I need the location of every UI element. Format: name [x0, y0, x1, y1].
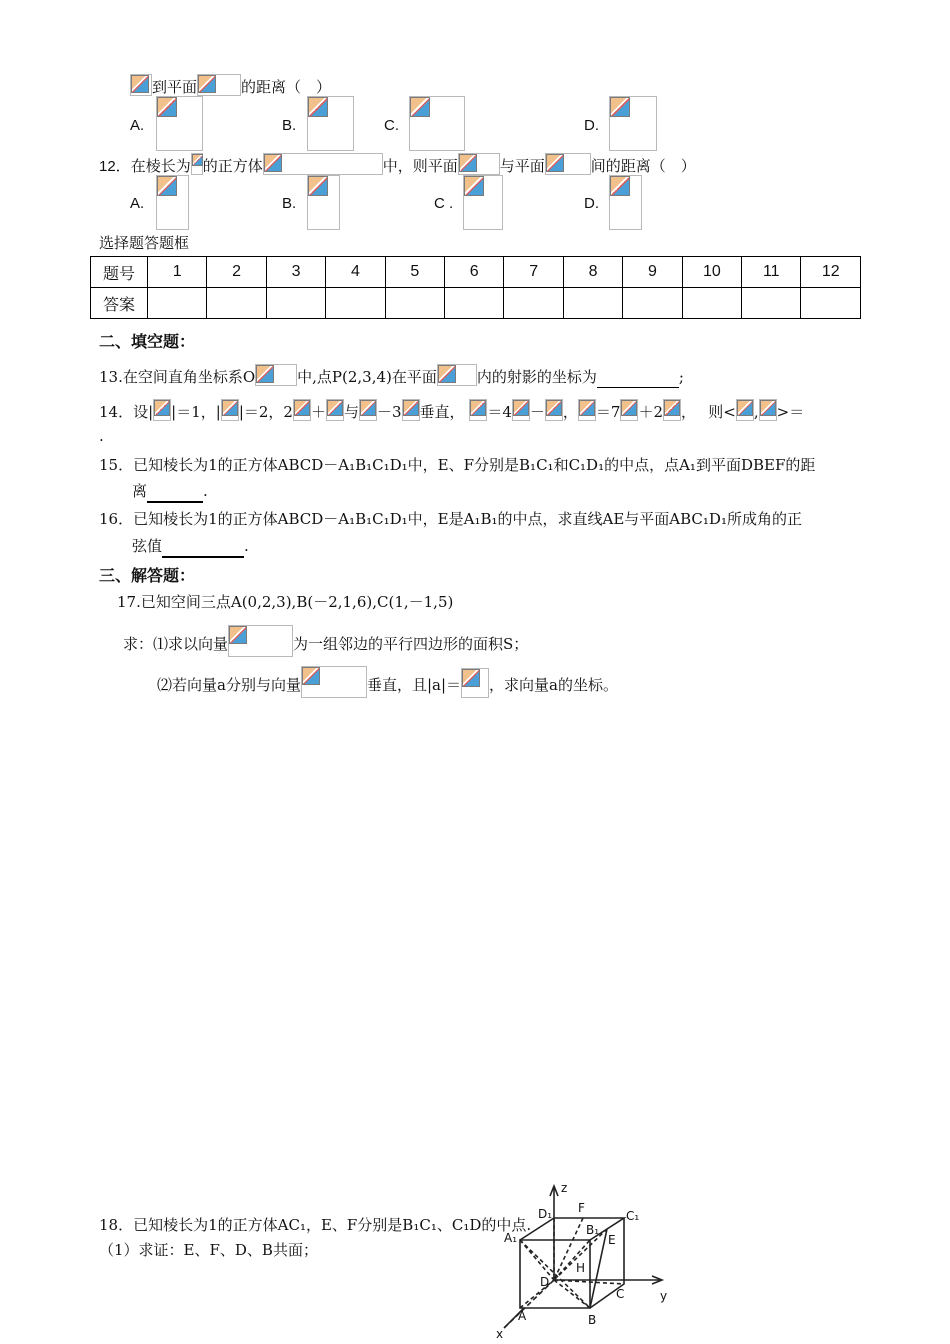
- answer-table-row-label: 答案: [91, 288, 148, 319]
- question-number-cell: 12: [801, 257, 861, 288]
- table-row: [91, 257, 861, 288]
- answer-table-row-label: 题号: [91, 257, 148, 288]
- diagonal-line: [554, 1280, 590, 1308]
- q11-option-a-label: A.: [130, 117, 145, 134]
- answer-cell[interactable]: [266, 288, 325, 319]
- formula-image-icon: [255, 364, 297, 386]
- q16-line2: 弦值 .: [132, 536, 249, 558]
- figure-label: C: [616, 1287, 625, 1301]
- formula-image-icon: [620, 399, 638, 421]
- table-row: [91, 288, 861, 319]
- question-number-cell: 5: [385, 257, 444, 288]
- formula-image-icon: [326, 399, 344, 421]
- formula-image-icon: [359, 399, 377, 421]
- question-number-cell: 10: [682, 257, 741, 288]
- formula-image-icon: [409, 96, 465, 151]
- formula-image-icon: [402, 399, 420, 421]
- answer-box-caption: 选择题答题框: [99, 234, 190, 252]
- formula-image-icon: [156, 175, 189, 230]
- figure-label: F: [578, 1201, 585, 1215]
- q13: 13.在空间直角坐标系O 中,点P(2,3,4)在平面 内的射影的坐标为 ;: [99, 364, 684, 388]
- q17-line3: ⑵若向量a分别与向量 垂直，且|a|＝ ，求向量a的坐标。: [157, 666, 618, 698]
- formula-image-icon: [156, 96, 203, 151]
- formula-image-icon: [263, 153, 383, 175]
- q11-option-b-label: B.: [282, 117, 297, 134]
- figure-label: z: [561, 1181, 568, 1195]
- formula-image-icon: [307, 175, 340, 230]
- q15-line1: 15．已知棱长为1的正方体ABCD－A₁B₁C₁D₁中，E、F分别是B₁C₁和C₁D₁的中点，点A₁到平面DBEF的距: [99, 456, 816, 474]
- q14-trailing-dot: .: [99, 427, 104, 445]
- figure-label: A: [518, 1309, 527, 1323]
- formula-image-icon: [130, 74, 152, 96]
- figure-label: x: [496, 1327, 504, 1341]
- answer-cell[interactable]: [563, 288, 622, 319]
- formula-image-icon: [463, 175, 503, 230]
- q11-option-d-label: D.: [584, 117, 599, 134]
- question-number-cell: 7: [504, 257, 563, 288]
- q17-line2: 求：⑴求以向量 为一组邻边的平行四边形的面积S；: [123, 625, 528, 657]
- question-number-cell: 3: [266, 257, 325, 288]
- question-number-cell: 9: [623, 257, 682, 288]
- answer-table: [90, 256, 861, 319]
- answer-cell[interactable]: [742, 288, 801, 319]
- question-number-cell: 11: [742, 257, 801, 288]
- q17-line1: 17.已知空间三点A(0,2,3),B(－2,1,6),C(1,－1,5): [117, 593, 454, 611]
- cube-diagram: [490, 1178, 690, 1342]
- q14: 14．设| |＝1，| |＝2，2 ＋ 与 －3 垂直， ＝4 － ， ＝7 ＋2 ， 则< , >＝: [99, 399, 804, 422]
- q12-option-b-label: B.: [282, 195, 297, 212]
- answer-cell[interactable]: [326, 288, 385, 319]
- answer-cell[interactable]: [385, 288, 444, 319]
- section-heading-solve: 三、解答题：: [99, 566, 196, 585]
- formula-image-icon: [458, 153, 500, 175]
- formula-image-icon: [191, 153, 203, 175]
- figure-label: y: [660, 1289, 668, 1303]
- answer-cell[interactable]: [504, 288, 563, 319]
- formula-image-icon: [307, 96, 354, 151]
- q18-line1: 18．已知棱长为1的正方体AC₁，E、F分别是B₁C₁、C₁D的中点.: [99, 1216, 532, 1234]
- answer-blank[interactable]: [147, 481, 203, 503]
- answer-blank[interactable]: [162, 536, 244, 558]
- answer-cell[interactable]: [148, 288, 207, 319]
- question-number-cell: 4: [326, 257, 385, 288]
- formula-image-icon: [153, 399, 171, 421]
- q12-option-a-label: A.: [130, 195, 145, 212]
- figure-label: E: [608, 1233, 616, 1247]
- section-heading-fill-in: 二、填空题：: [99, 332, 196, 351]
- formula-image-icon: [461, 668, 489, 698]
- formula-image-icon: [609, 96, 657, 151]
- q16-line1: 16．已知棱长为1的正方体ABCD－A₁B₁C₁D₁中，E是A₁B₁的中点，求直线AE与平面ABC₁D₁所成角的正: [99, 510, 802, 528]
- answer-blank[interactable]: [597, 367, 679, 388]
- q11-option-c-label: C.: [384, 117, 399, 134]
- answer-cell[interactable]: [445, 288, 504, 319]
- formula-image-icon: [578, 399, 596, 421]
- answer-cell[interactable]: [207, 288, 266, 319]
- q12-option-d-label: D.: [584, 195, 599, 212]
- figure-label: H: [576, 1261, 586, 1275]
- figure-label: D: [540, 1275, 550, 1289]
- answer-cell[interactable]: [623, 288, 682, 319]
- figure-label: D₁: [538, 1207, 553, 1221]
- diagonal-line: [520, 1240, 554, 1280]
- formula-image-icon: [301, 666, 367, 698]
- formula-image-icon: [663, 399, 681, 421]
- question-number-cell: 1: [148, 257, 207, 288]
- formula-image-icon: [545, 153, 591, 175]
- formula-image-icon: [228, 625, 293, 657]
- edge-e-b: [590, 1229, 607, 1308]
- question-number-cell: 2: [207, 257, 266, 288]
- figure-label: B₁: [586, 1223, 600, 1237]
- figure-label: B: [588, 1313, 597, 1327]
- figure-label: A₁: [504, 1231, 518, 1245]
- q15-line2: 离 .: [132, 481, 208, 503]
- formula-image-icon: [512, 399, 530, 421]
- figure-label: C₁: [626, 1209, 640, 1223]
- formula-image-icon: [545, 399, 563, 421]
- question-number-cell: 8: [563, 257, 622, 288]
- formula-image-icon: [759, 399, 777, 421]
- q12-stem: 12．在棱长为 的正方体 中，则平面 与平面 间的距离（ ）: [99, 153, 696, 177]
- formula-image-icon: [293, 399, 311, 421]
- q11-stem: 到平面 的距离（ ）: [130, 74, 331, 97]
- q18-line2: （1）求证：E、F、D、B共面；: [99, 1241, 318, 1259]
- formula-image-icon: [437, 364, 477, 386]
- formula-image-icon: [197, 74, 241, 96]
- answer-cell[interactable]: [801, 288, 861, 319]
- formula-image-icon: [221, 399, 239, 421]
- formula-image-icon: [469, 399, 487, 421]
- question-number-cell: 6: [445, 257, 504, 288]
- formula-image-icon: [736, 399, 754, 421]
- formula-image-icon: [609, 175, 642, 230]
- q12-option-c-label: C .: [434, 195, 454, 212]
- answer-cell[interactable]: [682, 288, 741, 319]
